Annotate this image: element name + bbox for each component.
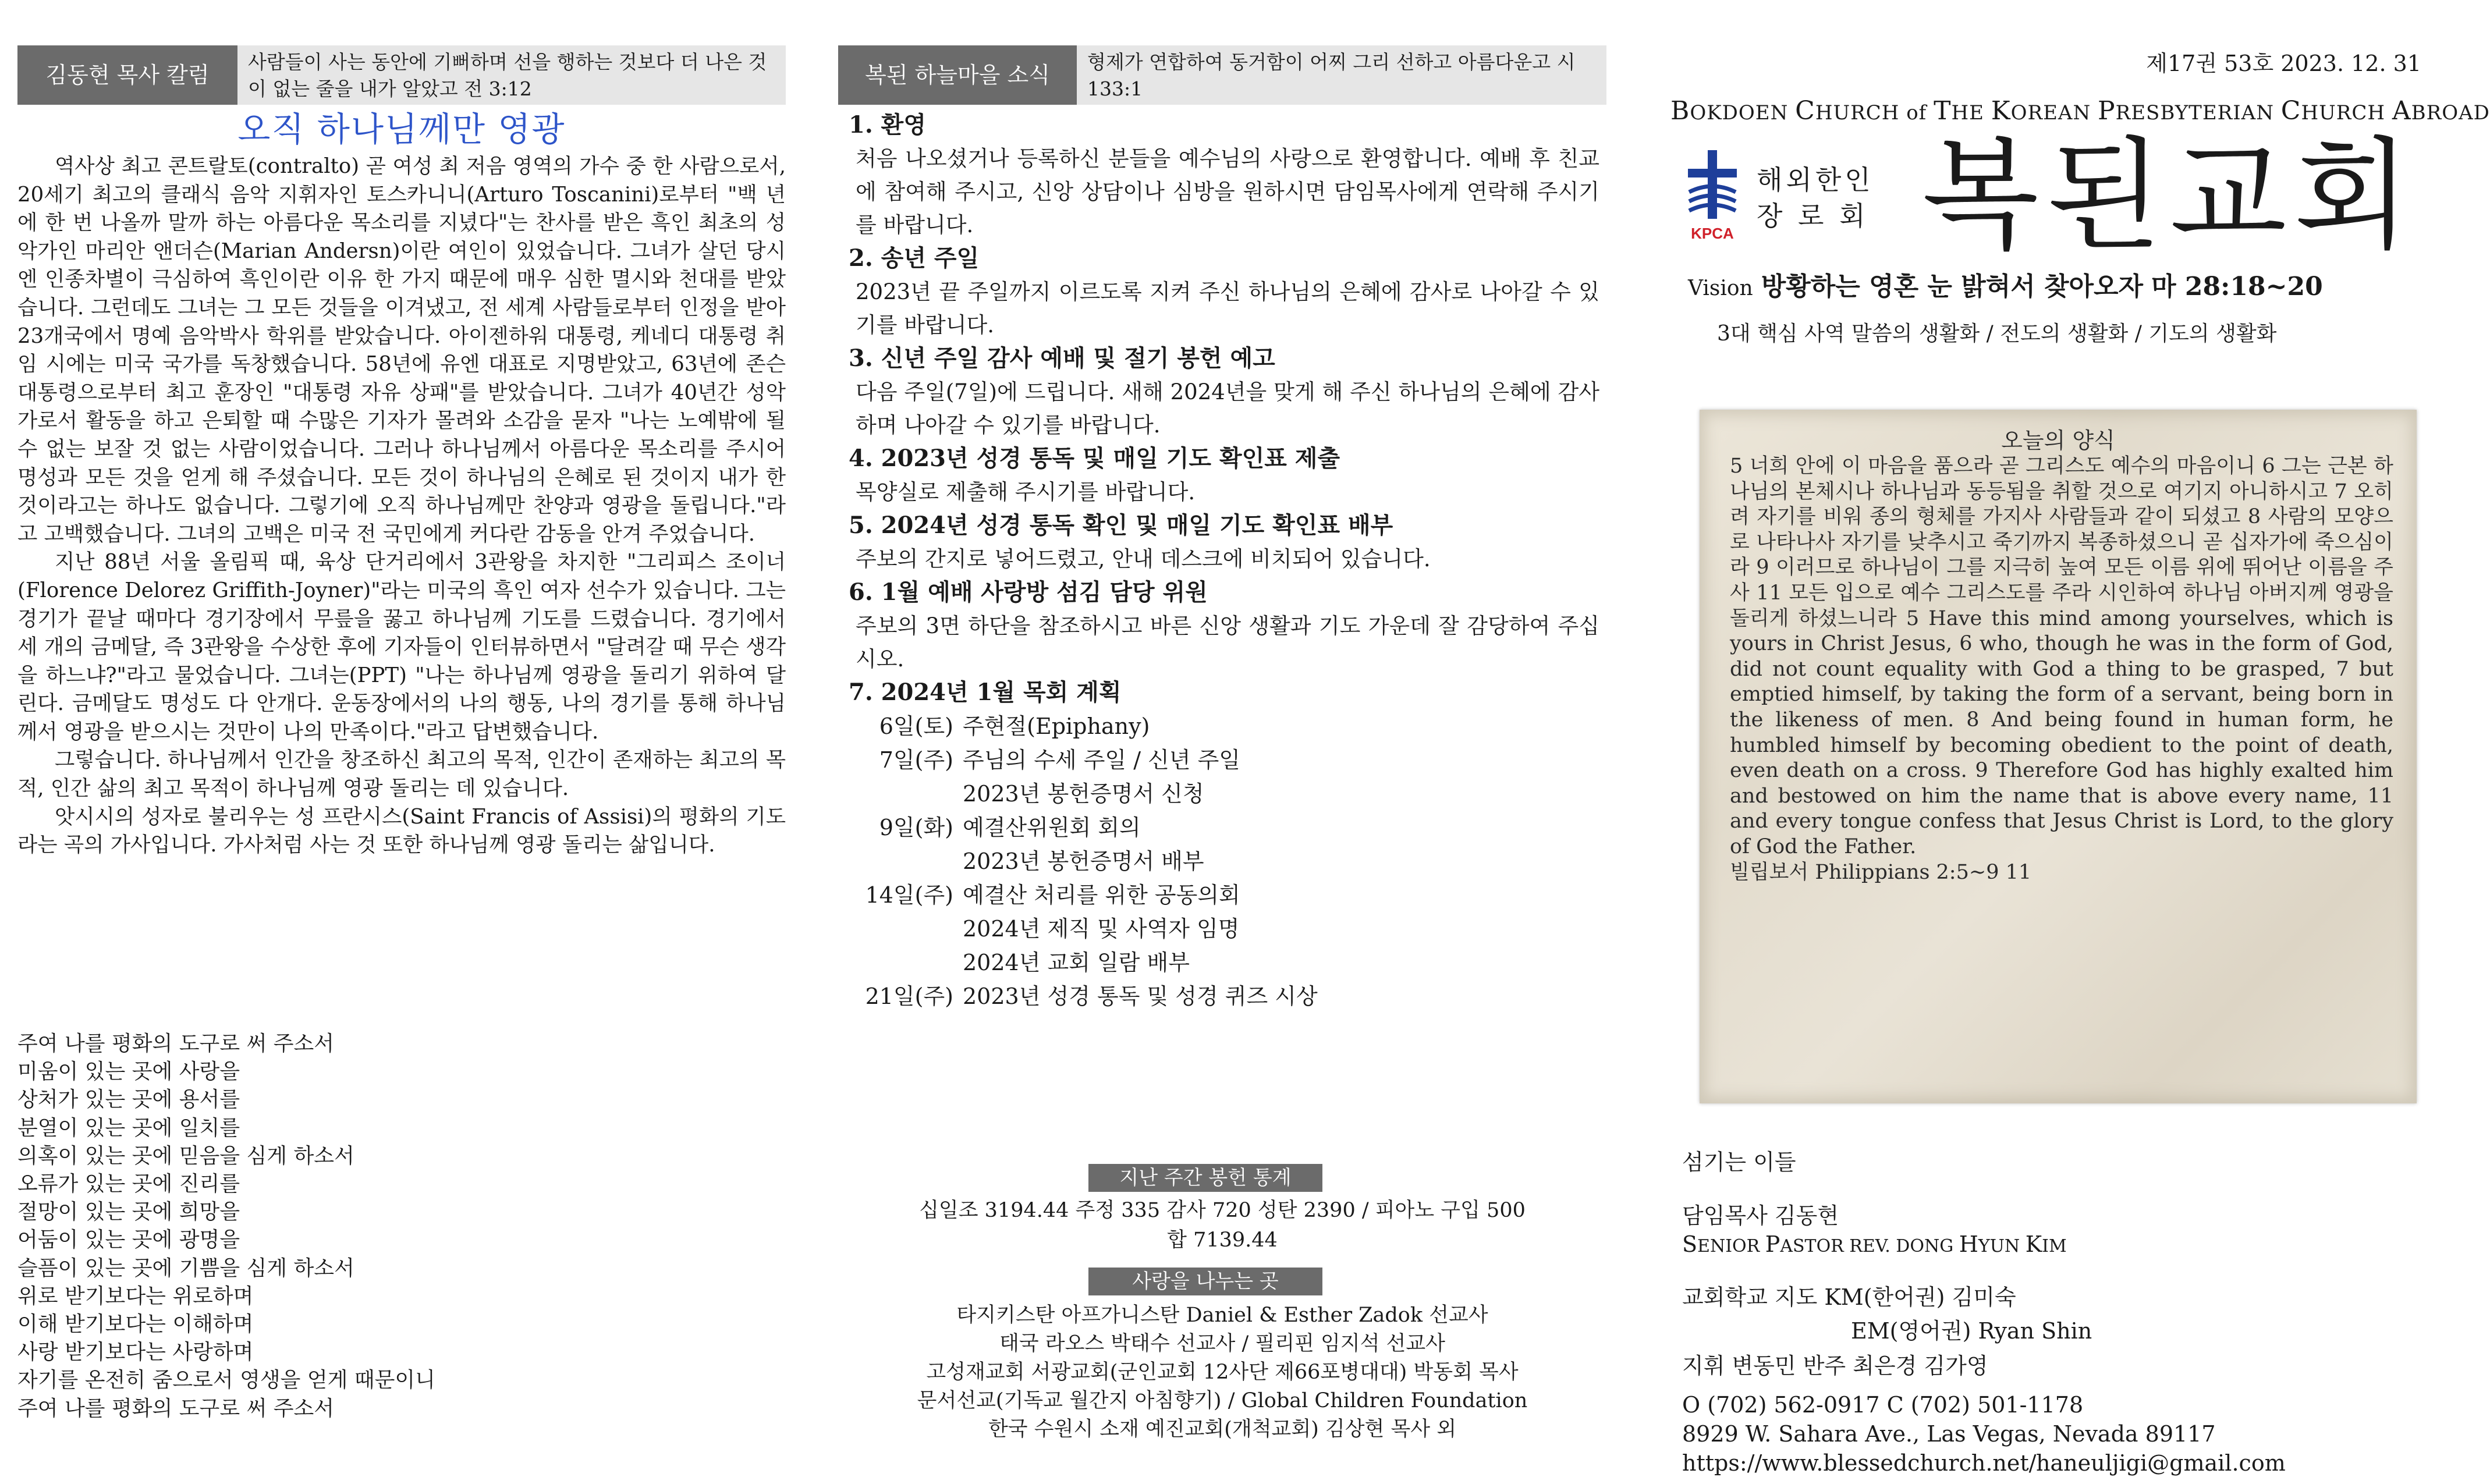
poem-line: 절망이 있는 곳에 희망을 <box>17 1200 240 1224</box>
vision-text: 방황하는 영혼 눈 밝혀서 찾아오자 <box>1761 272 2144 301</box>
schedule-event: 예결산 처리를 위한 공동의회 <box>963 882 1240 908</box>
schedule-event: 2024년 교회 일람 배부 <box>963 950 1190 975</box>
offering-title: 지난 주간 봉헌 통계 <box>1088 1164 1322 1192</box>
news-body: 주보의 간지로 넣어드렸고, 안내 데스크에 비치되어 있습니다. <box>856 546 1431 571</box>
mission-line: 태국 라오스 박태수 선교사 / 필리핀 임지석 선교사 <box>999 1332 1445 1355</box>
news-item <box>849 342 1599 442</box>
email-link[interactable]: haneuljigi@gmail.com <box>2036 1450 2286 1476</box>
core-ministries: 3대 핵심 사역 말씀의 생활화 / 전도의 생활화 / 기도의 생활화 <box>1717 322 2277 346</box>
offering-line: 십일조 3194.44 주정 335 감사 720 성탄 2390 / 피아노 구입 500 <box>919 1199 1526 1222</box>
reading-text: 5 너희 안에 이 마음을 품으라 곧 그리스도 예수의 마음이니 6 그는 근본 하나님의 본체시나 하나님과 동등됨을 취할 것으로 여기지 아니하시고 7 오히려 자기를 비워 종의 형체를 가지사 사람들과 같이 되셨고 8 사람의 모양으로 나타나사 자기를 낮추시고 죽기까지 복종하셨으니 곧 십자가에 죽으심이라 9 이러므로 하나님이 그를 지극히 높여 모든 이름 위에 뛰어난 이름을 주사 11 모든 입으로 예수 그리스도를 주라 시인하여 하나님 아버지께 영광을 돌리게 하셨느니라 5 Have this mind among yourselves, which is yours in Christ Jesus, 6 who, though he was in the form of God, did not count equality with God a thing to be grasped, 7 but emptied himself, by taking the form of a servant, being born in the likeness of men. 8 And being found in human form, he humbled himself by becoming obedient to the point of death, even death on a cross. 9 Therefore God has highly exalted him and bestowed on him the name that is above every name, 11 and every tongue confess that Jesus Christ is Lord, to the glory of God the Father. <box>1730 455 2393 858</box>
schedule-event: 2023년 성경 통독 및 성경 퀴즈 시상 <box>963 984 1318 1009</box>
column-title: 오직 하나님께만 영광 <box>237 109 566 149</box>
mission-line: 한국 수원시 소재 예진교회(개척교회) 김상현 목사 외 <box>988 1418 1457 1441</box>
news-title: 2. 송년 주일 <box>849 244 980 272</box>
daily-reading-card <box>1700 410 2417 1103</box>
news-title: 3. 신년 주일 감사 예배 및 절기 봉헌 예고 <box>849 345 1275 372</box>
schedule-date: 9일(화) <box>879 815 953 840</box>
column-header <box>17 45 786 105</box>
section-tag: 김동현 목사 칼럼 <box>17 45 237 105</box>
section-tag: 복된 하늘마을 소식 <box>838 45 1077 105</box>
missions-title: 사랑을 나누는 곳 <box>1088 1268 1322 1295</box>
poem-line: 주여 나를 평화의 도구로 써 주소서 <box>17 1396 335 1421</box>
poem-line: 상처가 있는 곳에 용서를 <box>17 1088 240 1112</box>
website-link[interactable]: https://www.blessedchurch.net/ <box>1682 1450 2037 1476</box>
essay-body <box>17 152 786 860</box>
schedule-row <box>849 743 1599 777</box>
reading-title: 오늘의 양식 <box>2001 428 2115 453</box>
news-body: 2023년 끝 주일까지 이르도록 지켜 주신 하나님의 은혜에 감사로 나아갈 수 있기를 바랍니다. <box>856 279 1599 338</box>
news-title: 7. 2024년 1월 목회 계획 <box>849 679 1122 706</box>
schedule-list <box>849 709 1599 1013</box>
essay-paragraph: 지난 88년 서울 올림픽 때, 육상 단거리에서 3관왕을 차지한 "그리피스 조이너(Florence Delorez Griffith-Joyner)"라는 미국의 흑인 여자 선수가 있습니다. 그는 경기가 끝날 때마다 경기장에서 무릎을 꿇고 하나님께 기도를 드렸습니다. 경기에서 세 개의 금메달, 즉 3관왕을 수상한 후에 기자들이 인터뷰하면서 "달려갈 때 무슨 생각을 하느냐?"라고 물었습니다. 그녀는(PPT) "나는 하나님께 영광을 돌리기 위하여 달린다. 금메달도 명성도 다 안개다. 운동장에서의 나의 행동, 나의 경기를 통해 하나님께서 영광을 받으시는 것만이 나의 만족이다."라고 답변했습니다. <box>17 550 786 744</box>
pastor-korean: 담임목사 김동현 <box>1682 1203 1839 1229</box>
church-name-english: BOKDOEN CHURCH of THE KOREAN PRESBYTERIAN CHURCH ABROAD <box>1670 96 2490 126</box>
pastor-english: SENIOR PASTOR REV. DONG HYUN KIM <box>1682 1231 2067 1257</box>
kpca-logo-icon <box>1684 145 1740 244</box>
poem-line: 미움이 있는 곳에 사랑을 <box>17 1060 240 1084</box>
schedule-row <box>849 878 1599 912</box>
church-school-km: 교회학교 지도 KM(한어권) 김미숙 <box>1682 1284 2016 1310</box>
church-name-korean: 복된교회 <box>1922 126 2418 267</box>
poem-line: 슬픔이 있는 곳에 기쁨을 심게 하소서 <box>17 1256 354 1280</box>
mission-line: 문서선교(기독교 월간지 아침향기) / Global Children Foundation <box>917 1389 1528 1412</box>
schedule-date: 6일(토) <box>879 713 953 739</box>
prayer-poem <box>17 1030 786 1423</box>
poem-line: 위로 받기보다는 위로하며 <box>17 1284 254 1308</box>
schedule-row <box>849 979 1599 1013</box>
news-item <box>849 676 1599 1013</box>
schedule-row <box>849 912 1599 946</box>
poem-line: 의혹이 있는 곳에 믿음을 심게 하소서 <box>17 1144 354 1168</box>
column-header <box>838 45 1606 105</box>
denomination-name: 해외한인 장 로 회 <box>1757 164 1874 232</box>
schedule-date: 7일(주) <box>879 747 953 773</box>
schedule-row <box>849 709 1599 743</box>
news-body: 목양실로 제출해 주시기를 바랍니다. <box>856 480 1196 505</box>
schedule-event: 2024년 제직 및 사역자 임명 <box>963 916 1240 942</box>
mission-line: 타지키스탄 아프가니스탄 Daniel & Esther Zadok 선교사 <box>956 1304 1488 1327</box>
news-title: 5. 2024년 성경 통독 확인 및 매일 기도 확인표 배부 <box>849 512 1393 539</box>
schedule-event: 예결산위원회 회의 <box>963 815 1141 840</box>
schedule-row <box>849 946 1599 979</box>
schedule-date: 21일(주) <box>865 984 953 1009</box>
news-item <box>849 442 1599 509</box>
church-school-em: EM(영어권) Ryan Shin <box>1851 1318 2092 1344</box>
phone-numbers: O (702) 562-0917 C (702) 501-1178 <box>1682 1392 2084 1418</box>
poem-line: 오류가 있는 곳에 진리를 <box>17 1172 240 1197</box>
news-body: 다음 주일(7일)에 드립니다. 새해 2024년을 맞게 해 주신 하나님의 은혜에 감사하며 나아갈 수 있기를 바랍니다. <box>856 379 1599 438</box>
poem-line: 사랑 받기보다는 사랑하며 <box>17 1340 254 1365</box>
news-item <box>849 576 1599 676</box>
poem-line: 주여 나를 평화의 도구로 써 주소서 <box>17 1032 335 1056</box>
church-column <box>1670 0 2490 1484</box>
poem-line: 자기를 온전히 줌으로서 영생을 얻게 때문이니 <box>17 1368 435 1393</box>
pastor-column <box>17 0 786 1484</box>
essay-paragraph: 역사상 최고 콘트랄토(contralto) 곧 여성 최 저음 영역의 가수 중 한 사람으로서, 20세기 최고의 클래식 음악 지휘자인 토스카니니(Arturo Toscanini)로부터 "백 년에 한 번 나올까 말까 하는 아름다운 목소리를 지녔다"는 찬사를 받은 흑인 최초의 성악가인 마리안 앤더슨(Marian Andersn)이란 여인이 있었습니다. 그녀가 살던 당시엔 인종차별이 극심하여 흑인이란 이유 한 가지 때문에 매우 심한 멸시와 천대를 받았습니다. 그런데도 그녀는 그 모든 것들을 이겨냈고, 전 세계 사람들로부터 인정을 받아 23개국에서 명예 음악박사 학위를 받았습니다. 아이젠하워 대통령, 케네디 대통령 취임 시에는 미국 국가를 독창했습니다. 58년에 유엔 대표로 지명받았고, 63년에 존슨 대통령으로부터 최고 훈장인 "대통령 자유 상패"를 받았습니다. 그녀가 40년간 성악가로서 활동을 하고 은퇴할 때 수많은 기자가 몰려와 소감을 묻자 "나는 노예밖에 될 수 없는 보잘 것 없는 사람이었습니다. 그러나 하나님께서 아름다운 목소리를 주시어 명성과 모든 것을 얻게 해 주셨습니다. 모든 것이 하나님의 은혜로 된 것이지 내가 한 것이라고는 하나도 없습니다. 그렇기에 오직 하나님께만 찬양과 영광을 돌립니다."라고 고백했습니다. 그녀의 고백은 미국 전 국민에게 커다란 감동을 안겨 주었습니다. <box>17 154 786 546</box>
news-body: 주보의 3면 하단을 참조하시고 바른 신앙 생활과 기도 가운데 잘 감당하여 주십시오. <box>856 613 1599 672</box>
news-item <box>849 108 1599 242</box>
staff-title: 섬기는 이들 <box>1682 1149 1796 1175</box>
poem-line: 어둠이 있는 곳에 광명을 <box>17 1228 240 1252</box>
schedule-event: 2023년 봉헌증명서 배부 <box>963 848 1204 874</box>
issue-info: 제17권 53호 2023. 12. 31 <box>2146 51 2421 76</box>
poem-line: 분열이 있는 곳에 일치를 <box>17 1116 240 1140</box>
header-verse: 형제가 연합하여 동거함이 어찌 그리 선하고 아름다운고 시 133:1 <box>1077 45 1606 105</box>
vision-ref: 마 28:18~20 <box>2151 272 2323 301</box>
news-column <box>838 0 1606 1484</box>
news-title: 6. 1월 예배 사랑방 섬김 담당 위원 <box>849 578 1208 606</box>
schedule-row <box>849 811 1599 844</box>
header-verse: 사람들이 사는 동안에 기뻐하며 선을 행하는 것보다 더 나은 것이 없는 줄을 내가 알았고 전 3:12 <box>237 45 786 105</box>
schedule-row <box>849 844 1599 878</box>
schedule-row <box>849 777 1599 811</box>
reading-ref: 빌립보서 Philippians 2:5~9 11 <box>1730 860 2032 884</box>
schedule-event: 2023년 봉헌증명서 신청 <box>963 781 1204 807</box>
schedule-event: 주현절(Epiphany) <box>963 713 1150 739</box>
mission-line: 고성재교회 서광교회(군인교회 12사단 제66포병대대) 박동회 목사 <box>926 1361 1519 1384</box>
news-item <box>849 509 1599 576</box>
choir-staff: 지휘 변동민 반주 최은경 김가영 <box>1682 1353 1988 1379</box>
vision-statement <box>1688 265 2323 303</box>
svg-text:KPCA: KPCA <box>1691 225 1734 242</box>
poem-line: 이해 받기보다는 이해하며 <box>17 1312 254 1337</box>
news-body: 처음 나오셨거나 등록하신 분들을 예수님의 사랑으로 환영합니다. 예배 후 친교에 참여해 주시고, 신앙 상담이나 심방을 원하시면 담임목사에게 연락해 주시기를 바랍니다. <box>856 146 1599 237</box>
news-title: 4. 2023년 성경 통독 및 매일 기도 확인표 제출 <box>849 445 1340 472</box>
church-address: 8929 W. Sahara Ave., Las Vegas, Nevada 89117 <box>1682 1421 2216 1447</box>
schedule-date: 14일(주) <box>865 882 953 908</box>
essay-paragraph: 앗시시의 성자로 불리우는 성 프란시스(Saint Francis of Assisi)의 평화의 기도라는 곡의 가사입니다. 가사처럼 사는 것 또한 하나님께 영광 돌리는 삶입니다. <box>17 804 786 857</box>
schedule-event: 주님의 수세 주일 / 신년 주일 <box>963 747 1240 773</box>
news-item <box>849 242 1599 342</box>
news-title: 1. 환영 <box>849 111 926 139</box>
news-list <box>849 108 1599 1013</box>
essay-paragraph: 그렇습니다. 하나님께서 인간을 창조하신 최고의 목적, 인간이 존재하는 최고의 목적, 인간 삶의 최고 목적이 하나님께 영광 돌리는 데 있습니다. <box>17 748 786 801</box>
offering-total: 합 7139.44 <box>1167 1229 1278 1252</box>
vision-label: Vision <box>1688 276 1753 300</box>
